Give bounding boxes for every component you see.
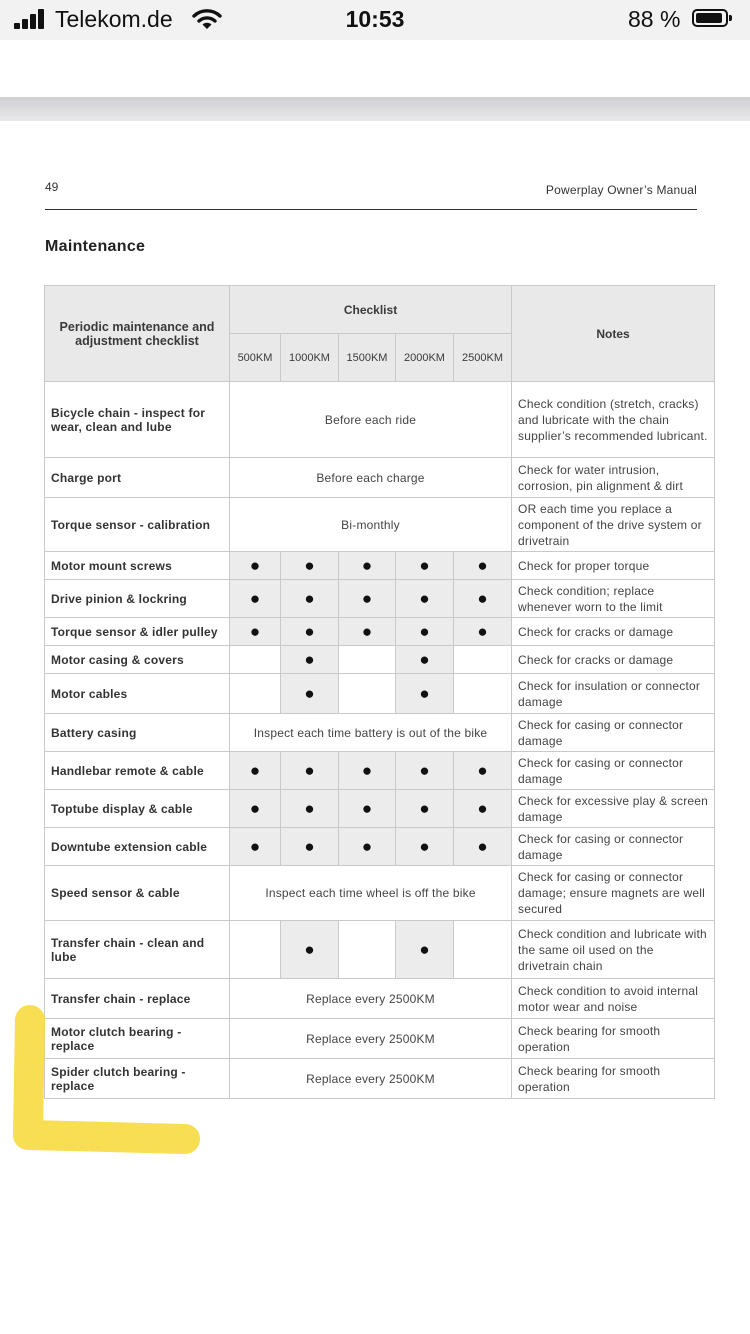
interval-dot: ● (339, 752, 396, 790)
interval-dot: ● (281, 790, 339, 828)
interval-dot: ● (281, 552, 339, 580)
schedule-text: Replace every 2500KM (230, 1059, 512, 1099)
battery-percentage: 88 % (628, 6, 681, 32)
schedule-text: Before each charge (230, 458, 512, 498)
interval-dot: ● (281, 646, 339, 674)
note-text: Check for cracks or damage (512, 646, 715, 674)
interval-dot: ● (454, 552, 512, 580)
note-text: Check for proper torque (512, 552, 715, 580)
interval-dot: ● (454, 790, 512, 828)
schedule-text: Inspect each time wheel is off the bike (230, 866, 512, 921)
checklist-item: Motor casing & covers (45, 646, 230, 674)
checklist-item: Battery casing (45, 714, 230, 752)
note-text: Check bearing for smooth operation (512, 1059, 715, 1099)
interval-dot: ● (396, 580, 454, 618)
interval-dot: ● (396, 790, 454, 828)
interval-dot: ● (396, 674, 454, 714)
interval-dot: ● (454, 752, 512, 790)
schedule-text: Replace every 2500KM (230, 1019, 512, 1059)
note-text: Check condition (stretch, cracks) and lubricate with the chain supplier’s recommended lubricant. (512, 382, 715, 458)
interval-dot: ● (396, 752, 454, 790)
note-text: Check condition to avoid internal motor wear and noise (512, 979, 715, 1019)
interval-dot: ● (339, 828, 396, 866)
interval-dot: ● (230, 618, 281, 646)
interval-header: 2500KM (454, 334, 512, 382)
interval-dot: ● (230, 580, 281, 618)
clock: 10:53 (345, 6, 405, 32)
note-text: OR each time you replace a component of the drive system or drivetrain (512, 498, 715, 552)
page-number: 49 (45, 180, 59, 194)
note-text: Check for casing or connector damage (512, 828, 715, 866)
note-text: Check for excessive play & screen damage (512, 790, 715, 828)
interval-dot: ● (454, 618, 512, 646)
notes-header: Notes (512, 286, 715, 382)
interval-dot: ● (281, 752, 339, 790)
interval-dot: ● (281, 921, 339, 979)
note-text: Check for casing or connector damage (512, 714, 715, 752)
note-text: Check for water intrusion, corrosion, pin alignment & dirt (512, 458, 715, 498)
checklist-item: Bicycle chain - inspect for wear, clean and lube (45, 382, 230, 458)
interval-header: 500KM (230, 334, 281, 382)
checklist-item: Speed sensor & cable (45, 866, 230, 921)
interval-dot: ● (281, 580, 339, 618)
schedule-text: Before each ride (230, 382, 512, 458)
note-text: Check for casing or connector damage; ensure magnets are well secured (512, 866, 715, 921)
checklist-item: Downtube extension cable (45, 828, 230, 866)
checklist-item: Transfer chain - replace (45, 979, 230, 1019)
interval-header: 1000KM (281, 334, 339, 382)
section-heading: Maintenance (45, 238, 146, 255)
note-text: Check bearing for smooth operation (512, 1019, 715, 1059)
interval-dot: ● (281, 618, 339, 646)
checklist-item: Torque sensor & idler pulley (45, 618, 230, 646)
interval-dot: ● (339, 580, 396, 618)
note-text: Check for casing or connector damage (512, 752, 715, 790)
interval-dot: ● (339, 552, 396, 580)
carrier-name: Telekom.de (55, 6, 173, 32)
interval-dot: ● (454, 580, 512, 618)
checklist-item: Motor cables (45, 674, 230, 714)
schedule-text: Replace every 2500KM (230, 979, 512, 1019)
schedule-text: Inspect each time battery is out of the bike (230, 714, 512, 752)
interval-dot: ● (230, 552, 281, 580)
interval-dot: ● (396, 921, 454, 979)
note-text: Check condition and lubricate with the same oil used on the drivetrain chain (512, 921, 715, 979)
note-text: Check for insulation or connector damage (512, 674, 715, 714)
interval-dot: ● (281, 828, 339, 866)
interval-header: 2000KM (396, 334, 454, 382)
checklist-item: Torque sensor - calibration (45, 498, 230, 552)
checklist-item: Drive pinion & lockring (45, 580, 230, 618)
interval-dot: ● (339, 790, 396, 828)
interval-dot: ● (396, 618, 454, 646)
interval-dot: ● (396, 828, 454, 866)
interval-dot: ● (454, 828, 512, 866)
checklist-item: Transfer chain - clean and lube (45, 921, 230, 979)
interval-dot: ● (339, 618, 396, 646)
checklist-item: Handlebar remote & cable (45, 752, 230, 790)
checklist-item: Motor clutch bearing - replace (45, 1019, 230, 1059)
interval-dot: ● (230, 828, 281, 866)
interval-dot: ● (396, 646, 454, 674)
checklist-item: Spider clutch bearing - replace (45, 1059, 230, 1099)
schedule-text: Bi-monthly (230, 498, 512, 552)
note-text: Check for cracks or damage (512, 618, 715, 646)
interval-header: 1500KM (339, 334, 396, 382)
checklist-item: Charge port (45, 458, 230, 498)
item-column-header: Periodic maintenance and adjustment checklist (45, 286, 230, 382)
interval-dot: ● (230, 790, 281, 828)
checklist-item: Motor mount screws (45, 552, 230, 580)
checklist-item: Toptube display & cable (45, 790, 230, 828)
note-text: Check condition; replace whenever worn to the limit (512, 580, 715, 618)
interval-dot: ● (396, 552, 454, 580)
manual-title: Powerplay Owner’s Manual (545, 183, 697, 197)
interval-dot: ● (281, 674, 339, 714)
interval-dot: ● (230, 752, 281, 790)
checklist-header: Checklist (230, 286, 512, 334)
